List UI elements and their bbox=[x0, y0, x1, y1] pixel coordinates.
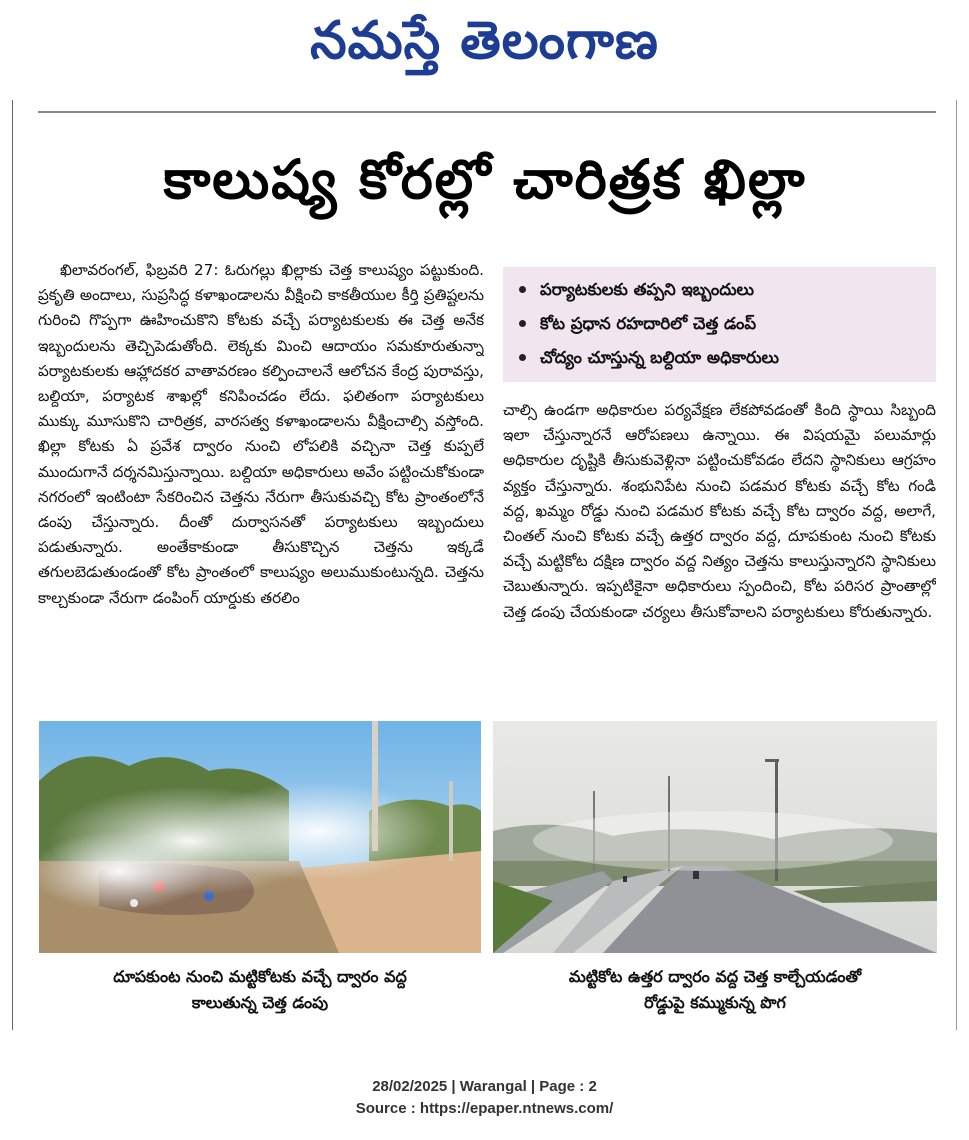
footer-date-edition: 28/02/2025 | Warangal | Page : 2 bbox=[372, 1078, 597, 1095]
photo-smoky-road bbox=[493, 721, 937, 953]
footer-source: Source : https://epaper.ntnews.com/ bbox=[355, 1100, 614, 1117]
header-divider bbox=[38, 111, 936, 113]
masthead-title: నమస్తే తెలంగాణ bbox=[310, 10, 659, 71]
highlight-item: చోద్యం చూస్తున్న బల్దియా అధికారులు bbox=[513, 341, 926, 375]
highlight-item: పర్యాటకులకు తప్పని ఇబ్బందులు bbox=[513, 273, 926, 307]
photo-caption-left: దూపకుంట నుంచి మట్టికోటకు వచ్చే ద్వారం వద్ద కాలుతున్న చెత్త డంపు bbox=[113, 967, 407, 1012]
highlights-box bbox=[503, 267, 936, 382]
bullet-icon bbox=[519, 286, 526, 293]
bullet-icon bbox=[519, 354, 526, 361]
photo-burning-dump bbox=[39, 721, 481, 953]
article-text-right: చాల్సి ఉండగా అధికారుల పర్యవేక్షణ లేకపోవడంతో కింది స్థాయి సిబ్బంది ఇలా చేస్తున్నారనే ఆరోపణలు ఉన్నాయి. ఈ విషయమై పలుమార్లు అధికారుల దృష్టికి తీసుకువెళ్లినా పట్టించుకోవడం లేదని స్థానికులు ఆగ్రహం వ్యక్తం చేస్తున్నారు. శంభునిపేట నుంచి పడమర కోటకు వచ్చే కోట గండి వద్ద, ఖమ్మం రోడ్డు నుంచి పడమర కోటకు వచ్చే కోట ద్వారం వద్ద, అలాగే, చింతల్ నుంచి కోటకు వచ్చే ఉత్తర ద్వారం వద్ద, దూపకుంట నుంచి కోటకు వచ్చే మట్టికోట దక్షిణ ద్వారం వద్ద నిత్యం చెత్తను కాలుస్తున్నారని స్థానికులు చెబుతున్నారు. ఇప్పటికైనా అధికారులు స్పందించి, కోట పరిసర ప్రాంతాల్లో చెత్త డంపు చేయకుండా చర్యలు తీసుకోవాలని పర్యాటకులు కోరుతున్నారు. bbox=[503, 401, 936, 621]
highlight-item: కోట ప్రధాన రహదారిలో చెత్త డంప్ bbox=[513, 307, 926, 341]
photo-caption-right: మట్టికోట ఉత్తర ద్వారం వద్ద చెత్త కాల్చేయడంతో రోడ్డుపై కమ్ముకున్న పొగ bbox=[568, 967, 862, 1012]
article-left-column bbox=[38, 258, 484, 713]
bullet-icon bbox=[519, 320, 526, 327]
article-headline: కాలుష్య కోరల్లో చారిత్రక ఖిల్లా bbox=[163, 148, 807, 211]
left-border-rule bbox=[12, 100, 13, 1030]
right-border-rule bbox=[956, 100, 957, 1030]
article-right-column bbox=[503, 398, 936, 708]
article-text-left: ఖిలావరంగల్, ఫిబ్రవరి 27: ఓరుగల్లు ఖిల్లాకు చెత్త కాలుష్యం పట్టుకుంది. ప్రకృతి అందాలు, సుప్రసిద్ధ కళాఖండాలను వీక్షించి కాకతీయుల కీర్తి ప్రతిష్టలను గురించి గొప్పగా ఊహించుకొని కోటకు వచ్చే పర్యాటకులకు ఈ చెత్త అనేక ఇబ్బందులను తెచ్చిపెడుతోంది. లెక్కకు మించి ఆదాయం సమకూరుతున్నా పర్యాటకులకు ఆహ్లాదకర వాతావరణం కల్పించాలనే ఆలోచన కేంద్ర పురావస్తు, బల్దియా, పర్యాటక శాఖల్లో కనిపించడం లేదు. ఫలితంగా పర్యాటకులు ముక్కు మూసుకొని చారిత్రక, వారసత్వ కళాఖండాలను వీక్షించాల్సి వస్తోంది. ఖిల్లా కోటకు ఏ ప్రవేశ ద్వారం నుంచి లోపలికి వచ్చినా చెత్త కుప్పలే ముందుగానే దర్శనమిస్తున్నాయి. బల్దియా అధికారులు అవేం పట్టించుకోకుండా నగరంలో ఇంటింటా సేకరించిన చెత్తను నేరుగా తీసుకువచ్చి కోట ప్రాంతంలోనే డంపు చేస్తున్నారు. దీంతో దుర్వాసనతో పర్యాటకులు ఇబ్బందులు పడుతున్నారు. అంతేకాకుండా తీసుకొచ్చిన చెత్తను ఇక్కడే తగులబెడుతుండంతో కోట ప్రాంతంలో కాలుష్యం అలుముకుంటున్నది. చెత్తను కాల్చకుండా నేరుగా డంపింగ్ యార్డుకు తరలిం bbox=[38, 261, 484, 607]
masthead-logo bbox=[0, 6, 969, 76]
